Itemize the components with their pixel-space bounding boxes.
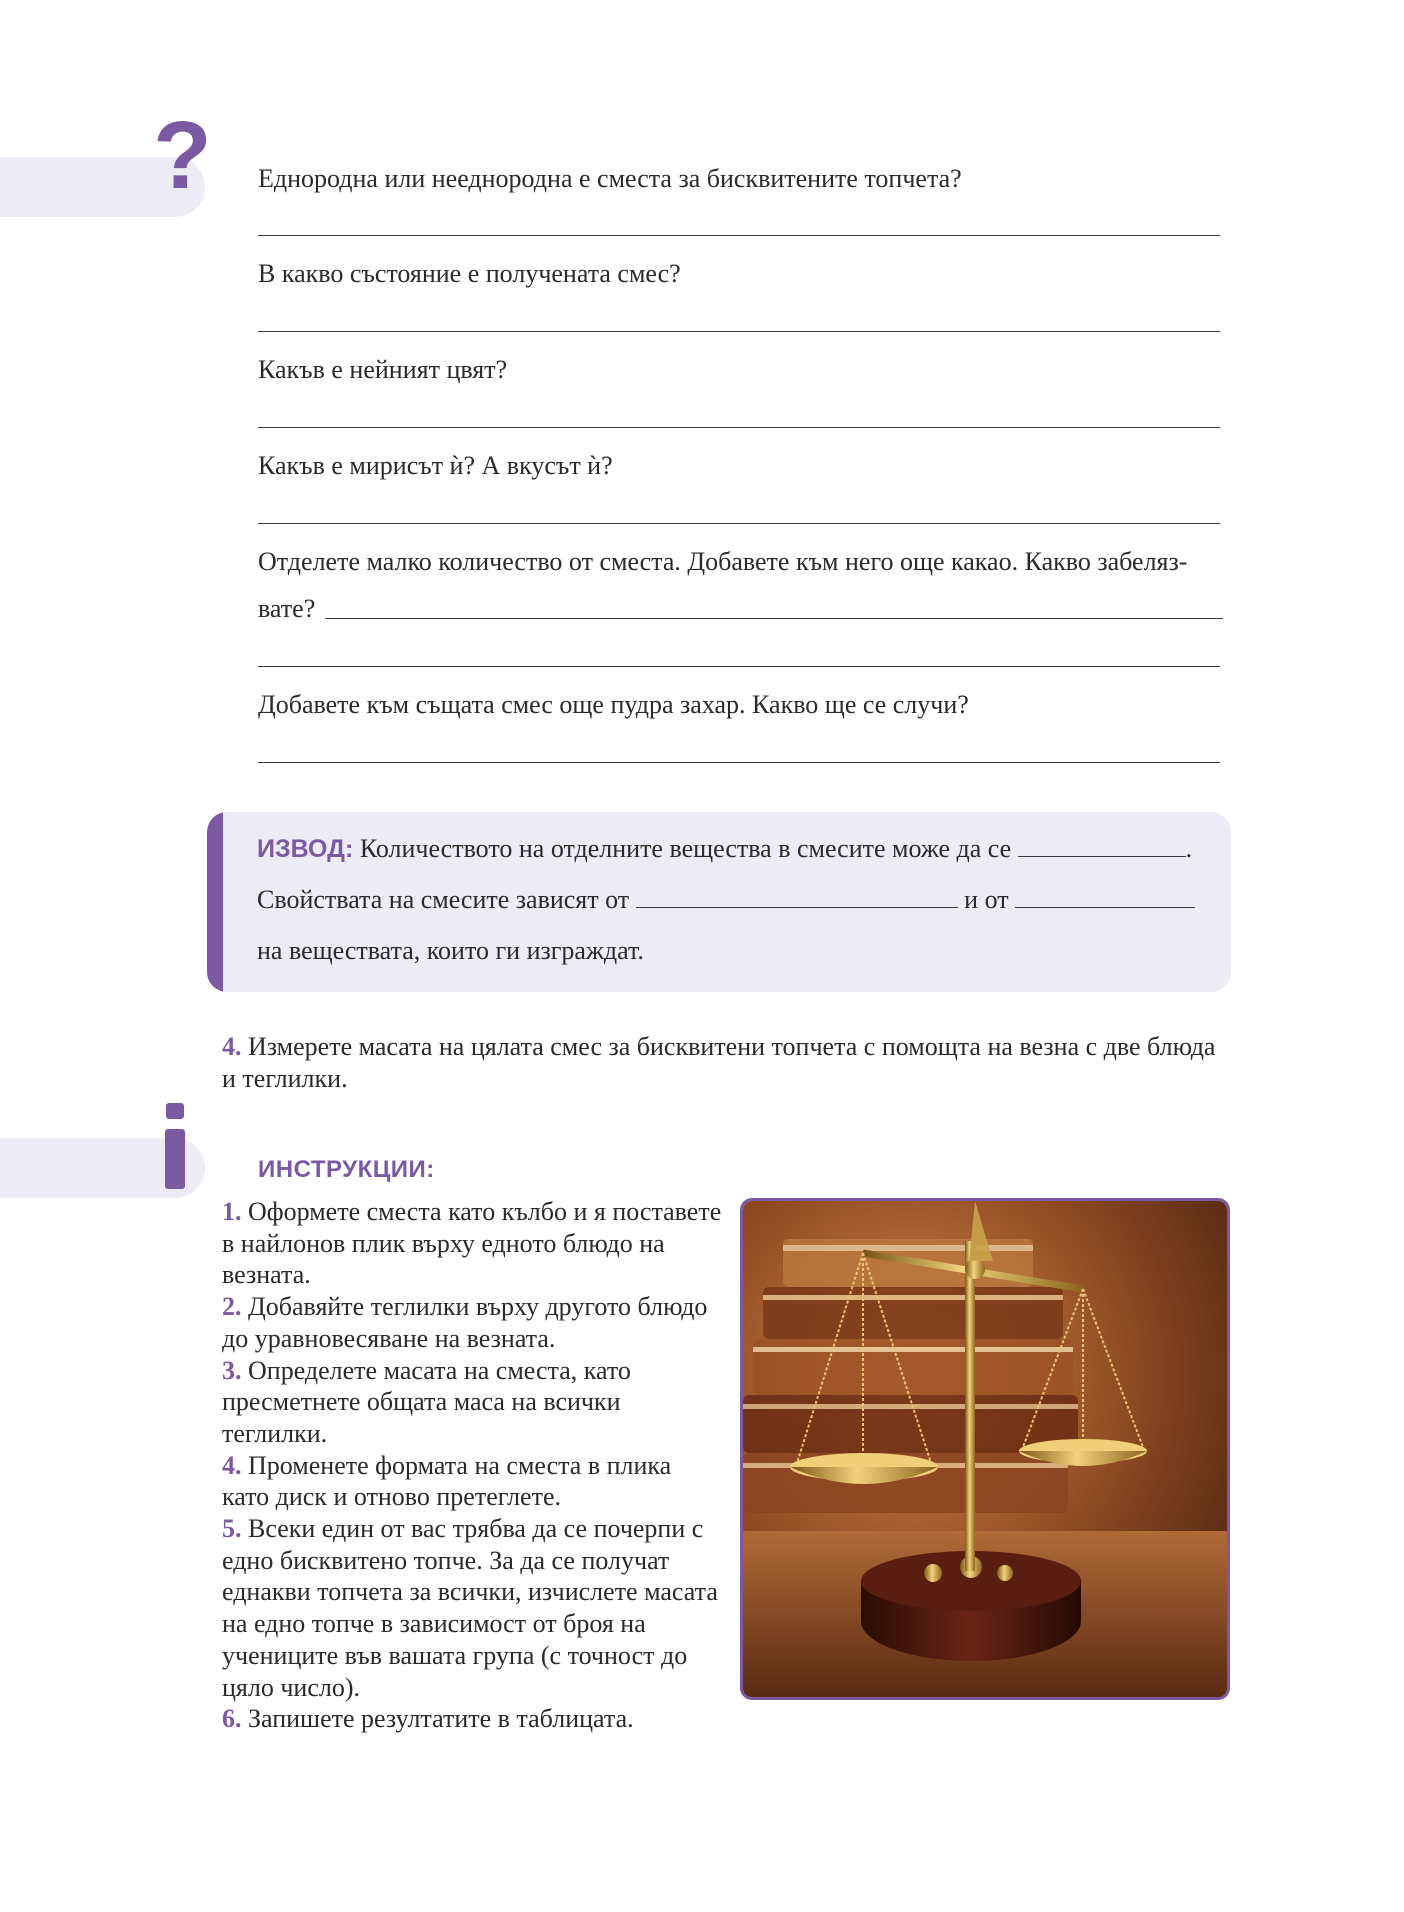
conclusion-blank-3[interactable] (1015, 883, 1195, 908)
step-number: 5. (222, 1514, 242, 1544)
answer-line-3[interactable] (258, 427, 1220, 428)
question-state: В какво състояние е получената смес? (258, 259, 681, 288)
conclusion-accent-bar (207, 812, 223, 992)
answer-line-6[interactable] (258, 666, 1220, 667)
question-sugar: Добавете към същата смес още пудра захар. Какво ще се случи? (258, 690, 969, 719)
step-text: Добавяйте теглилки върху другото блюдо до уравновесяване на везната. (222, 1292, 708, 1353)
answer-line-4[interactable] (258, 523, 1220, 524)
question-cocoa-line-1: Отделете малко количество от сместа. Добавете към него още какао. Какво забеляз- (258, 547, 1188, 576)
task-4 (222, 1031, 1222, 1095)
balance-scale-photo (740, 1198, 1230, 1700)
question-homogeneity: Еднородна или нееднородна е сместа за бисквитените топчета? (258, 164, 962, 193)
info-icon (165, 1103, 185, 1189)
step-number: 1. (222, 1197, 242, 1226)
step-number: 2. (222, 1292, 242, 1322)
conclusion-period: . (1185, 834, 1193, 863)
step-text: Променете формата на сместа в плика като диск и отново претеглете. (222, 1450, 672, 1512)
conclusion-row-1 (257, 832, 1192, 866)
answer-line-7[interactable] (258, 762, 1220, 763)
conclusion-text-1: Количеството на отделните вещества в смесите може да се (359, 834, 1012, 863)
conclusion-text-3: на веществата, които ги изграждат. (257, 936, 644, 965)
step-number: 4. (222, 1450, 242, 1480)
step-text: Запишете резултатите в таблицата. (248, 1704, 634, 1734)
task-4-text: Измерете масата на цялата смес за бисквитени топчета с помощта на везна с две блюда и теглилки. (222, 1032, 1216, 1093)
conclusion-text-2: Свойствата на смесите зависят от (257, 885, 630, 914)
step-text: Определете масата на сместа, като пресметнете общата маса на всички теглилки. (222, 1355, 631, 1448)
answer-line-5[interactable] (325, 618, 1223, 619)
list-item (222, 1703, 722, 1735)
conclusion-box (207, 812, 1231, 992)
list-item (222, 1450, 722, 1513)
step-text: Оформете сместа като кълбо и я поставете в найлонов плик върху едното блюдо на везната. (222, 1197, 722, 1290)
list-item (222, 1196, 722, 1291)
conclusion-row-3 (257, 934, 644, 968)
list-item (222, 1355, 722, 1450)
list-item (222, 1513, 722, 1703)
list-item (222, 1291, 722, 1354)
question-color: Какъв е нейният цвят? (258, 355, 508, 384)
conclusion-row-2 (257, 883, 1195, 917)
answer-line-2[interactable] (258, 331, 1220, 332)
answer-line-1[interactable] (258, 235, 1220, 236)
step-number: 6. (222, 1704, 242, 1734)
conclusion-text-2-mid: и от (964, 885, 1009, 914)
instructions-list (222, 1196, 722, 1735)
task-4-number: 4. (222, 1032, 242, 1061)
step-number: 3. (222, 1355, 242, 1385)
conclusion-blank-2[interactable] (636, 883, 958, 908)
question-mark-icon: ? (153, 102, 212, 209)
question-smell-taste: Какъв е мирисът ѝ? А вкусът ѝ? (258, 451, 613, 480)
step-text: Всеки един от вас трябва да се почерпи с едно бисквитено топче. За да се получат еднакви топчета за всички, изчислете масата на едно топче в зависимост от броя на учениците във вашата група (с точност до цяло число). (222, 1514, 718, 1702)
conclusion-blank-1[interactable] (1018, 832, 1186, 857)
conclusion-label: ИЗВОД: (257, 835, 354, 863)
instructions-title: ИНСТРУКЦИИ: (258, 1156, 435, 1183)
question-cocoa-line-2: вате? (258, 594, 316, 623)
